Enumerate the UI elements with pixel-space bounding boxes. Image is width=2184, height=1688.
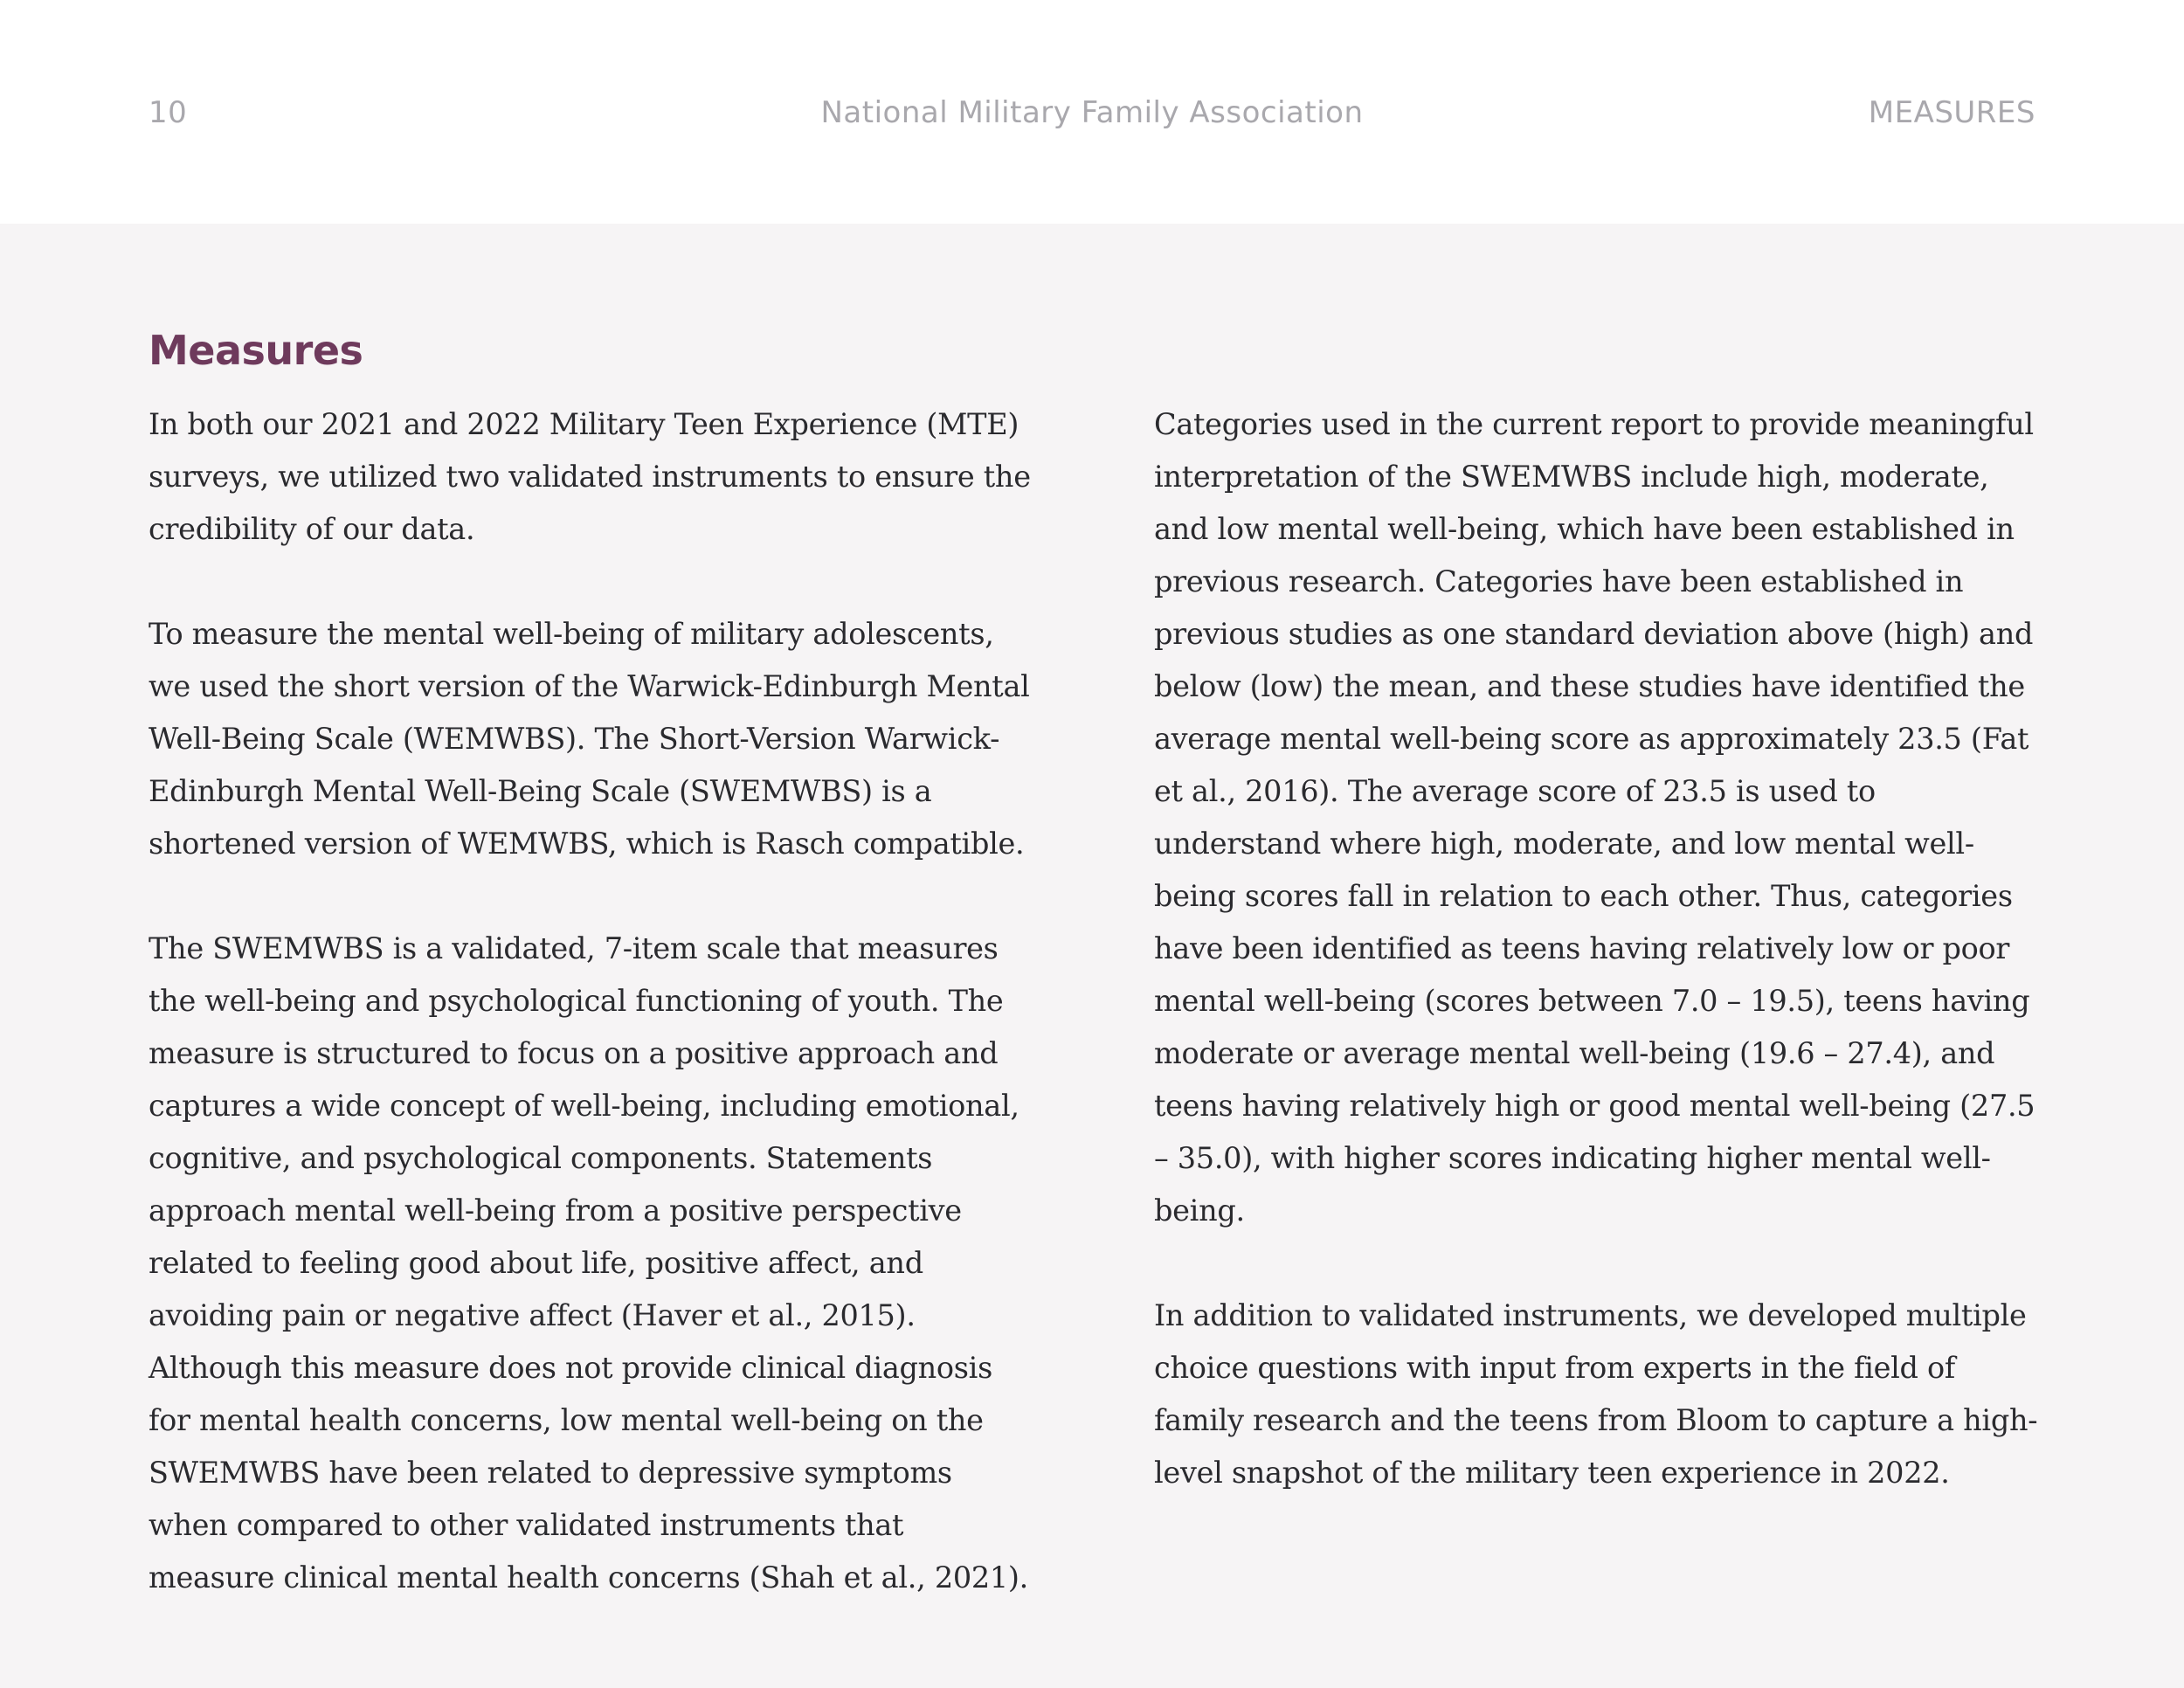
content-area (0, 224, 2184, 1688)
section-title: Measures (149, 327, 363, 374)
paragraph-swemwbs: The SWEMWBS is a validated, 7-item scale that measures the well-being and psychological functioning of youth. The measure is structured to focus on a positive approach and captures a wide concept of well-being, including emotional, cognitive, and psychological components. Statements approach mental well-being from a positive perspective related to feeling good about life, positive affect, and avoiding pain or negative affect (Haver et al., 2015). Although this measure does not provide clinical diagnosis for mental health concerns, low mental well-being on the SWEMWBS have been related to depressive symptoms when compared to other validated instruments that measure clinical mental health concerns (Shah et al., 2021). (149, 931, 1028, 1595)
page-number: 10 (149, 95, 188, 130)
page-header (0, 0, 2184, 224)
right-column (1154, 398, 2041, 1552)
paragraph-intro: In both our 2021 and 2022 Military Teen Experience (MTE) surveys, we utilized two validated instruments to ensure the credibility of our data. (149, 407, 1031, 546)
paragraph-additional: In addition to validated instruments, we developed multiple choice questions with input from experts in the field of family research and the teens from Bloom to capture a high-level snapshot of the military teen experience in 2022. (1154, 1298, 2038, 1490)
section-label: MEASURES (1868, 95, 2035, 130)
organization-name: National Military Family Association (820, 95, 1364, 130)
paragraph-wemwbs: To measure the mental well-being of military adolescents, we used the short version of the Warwick-Edinburgh Mental Well-Being Scale (WEMWBS). The Short-Version Warwick-Edinburgh Mental Well-Being Scale (SWEMWBS) is a shortened version of WEMWBS, which is Rasch compatible. (149, 617, 1030, 861)
paragraph-categories: Categories used in the current report to provide meaningful interpretation of the SWEMWBS include high, moderate, and low mental well-being, which have been established in previous research. Categories have been established in previous studies as one standard deviation above (high) and below (low) the mean, and these studies have identified the average mental well-being score as approximately 23.5 (Fat et al., 2016). The average score of 23.5 is used to understand where high, moderate, and low mental well-being scores fall in relation to each other. Thus, categories have been identified as teens having relatively low or poor mental well-being (scores between 7.0 – 19.5), teens having moderate or average mental well-being (19.6 – 27.4), and teens having relatively high or good mental well-being (27.5 – 35.0), with higher scores indicating higher mental well-being. (1154, 407, 2035, 1228)
left-column (149, 398, 1035, 1657)
